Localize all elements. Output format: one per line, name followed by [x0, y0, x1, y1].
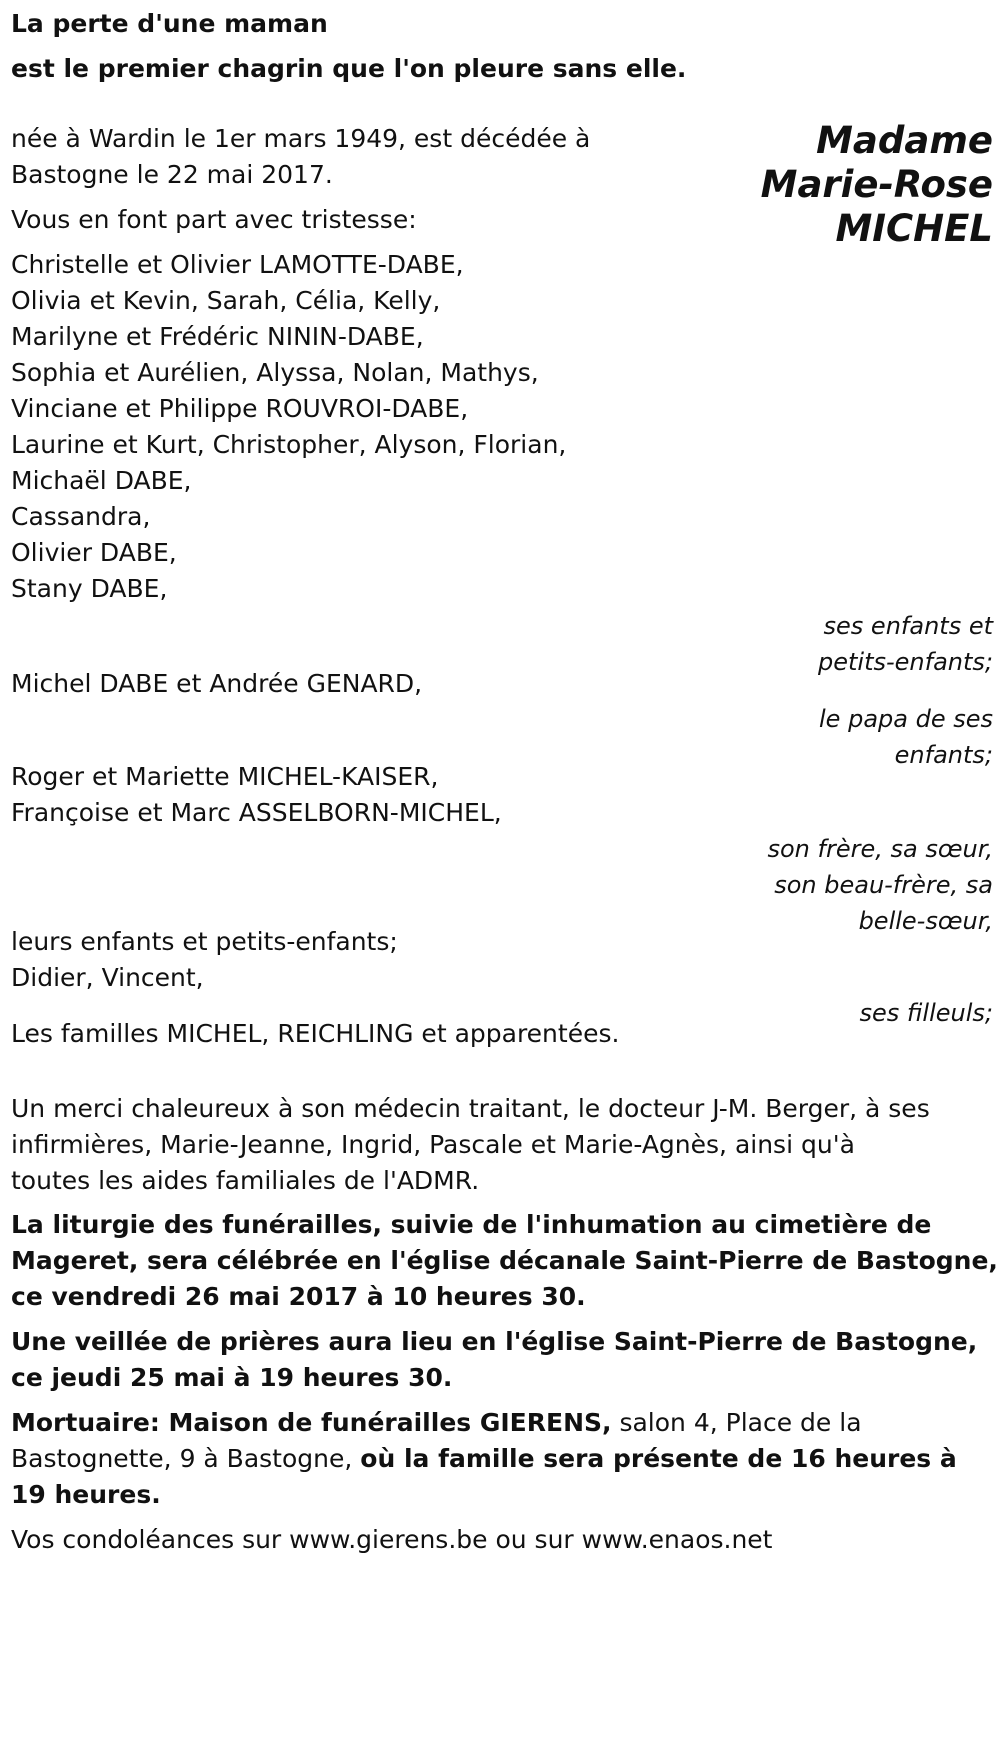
list-item: Christelle et Olivier LAMOTTE-DABE,: [11, 250, 464, 279]
vigil-line-1: Une veillée de prières aura lieu en l'église Saint-Pierre de Bastogne,: [11, 1327, 978, 1356]
list-item: Vinciane et Philippe ROUVROI-DABE,: [11, 394, 469, 423]
deceased-title: Madame: [816, 119, 993, 162]
mortuary-line-2: [11, 1439, 957, 1479]
mortuary-address-b: Bastognette, 9 à Bastogne,: [11, 1444, 361, 1473]
epigraph-line-1: La perte d'une maman: [11, 9, 328, 38]
thanks-line-1: Un merci chaleureux à son médecin traitant, le docteur J-M. Berger, à ses: [11, 1094, 930, 1123]
condolences-line: Vos condoléances sur www.gierens.be ou sur www.enaos.net: [11, 1525, 773, 1554]
list-item: Cassandra,: [11, 502, 151, 531]
thanks-line-2: infirmières, Marie-Jeanne, Ingrid, Pascale et Marie-Agnès, ainsi qu'à: [11, 1130, 855, 1159]
list-item: Stany DABE,: [11, 574, 168, 603]
father-role-line-1: le papa de ses: [819, 705, 993, 733]
godchildren-names: Didier, Vincent,: [11, 963, 204, 992]
funeral-line-2: Mageret, sera célébrée en l'église décanale Saint-Pierre de Bastogne,: [11, 1246, 998, 1275]
deceased-first-names: Marie-Rose: [760, 163, 993, 206]
nephews-line: leurs enfants et petits-enfants;: [11, 927, 398, 956]
funeral-line-3: ce vendredi 26 mai 2017 à 10 heures 30.: [11, 1282, 586, 1311]
mortuary-address-a: salon 4, Place de la: [611, 1408, 862, 1437]
mortuary-presence-end: 19 heures.: [11, 1480, 161, 1509]
families-line: Les familles MICHEL, REICHLING et apparentées.: [11, 1019, 620, 1048]
godchildren-role: ses filleuls;: [859, 999, 993, 1027]
list-item: Marilyne et Frédéric NININ-DABE,: [11, 322, 424, 351]
father-name: Michel DABE et Andrée GENARD,: [11, 669, 423, 698]
list-item: Sophia et Aurélien, Alyssa, Nolan, Mathys,: [11, 358, 539, 387]
father-role-line-2: enfants;: [894, 741, 993, 769]
mortuary-presence: où la famille sera présente de 16 heures à: [360, 1444, 957, 1473]
mortuary-line-1: [11, 1403, 862, 1443]
list-item: Michaël DABE,: [11, 466, 192, 495]
siblings-role-line-1: son frère, sa sœur,: [767, 835, 993, 863]
children-role-line-2: petits-enfants;: [818, 648, 993, 676]
birth-death-line-2: Bastogne le 22 mai 2017.: [11, 160, 333, 189]
mortuary-label: Mortuaire: Maison de funérailles GIERENS,: [11, 1408, 612, 1437]
children-role-line-1: ses enfants et: [823, 612, 993, 640]
birth-death-line-1: née à Wardin le 1er mars 1949, est décédée à: [11, 124, 591, 153]
deceased-last-name: MICHEL: [835, 207, 993, 250]
list-item: Olivia et Kevin, Sarah, Célia, Kelly,: [11, 286, 441, 315]
list-item: Laurine et Kurt, Christopher, Alyson, Florian,: [11, 430, 567, 459]
epigraph-line-2: est le premier chagrin que l'on pleure sans elle.: [11, 54, 687, 83]
list-item: Olivier DABE,: [11, 538, 177, 567]
siblings-role-line-2: son beau-frère, sa: [774, 871, 993, 899]
sibling-line-1: Roger et Mariette MICHEL-KAISER,: [11, 762, 439, 791]
sibling-line-2: Françoise et Marc ASSELBORN-MICHEL,: [11, 798, 502, 827]
siblings-role-line-3: belle-sœur,: [858, 907, 993, 935]
announcement: Vous en font part avec tristesse:: [11, 205, 417, 234]
funeral-line-1: La liturgie des funérailles, suivie de l'inhumation au cimetière de: [11, 1210, 932, 1239]
vigil-line-2: ce jeudi 25 mai à 19 heures 30.: [11, 1363, 453, 1392]
thanks-line-3: toutes les aides familiales de l'ADMR.: [11, 1166, 480, 1195]
